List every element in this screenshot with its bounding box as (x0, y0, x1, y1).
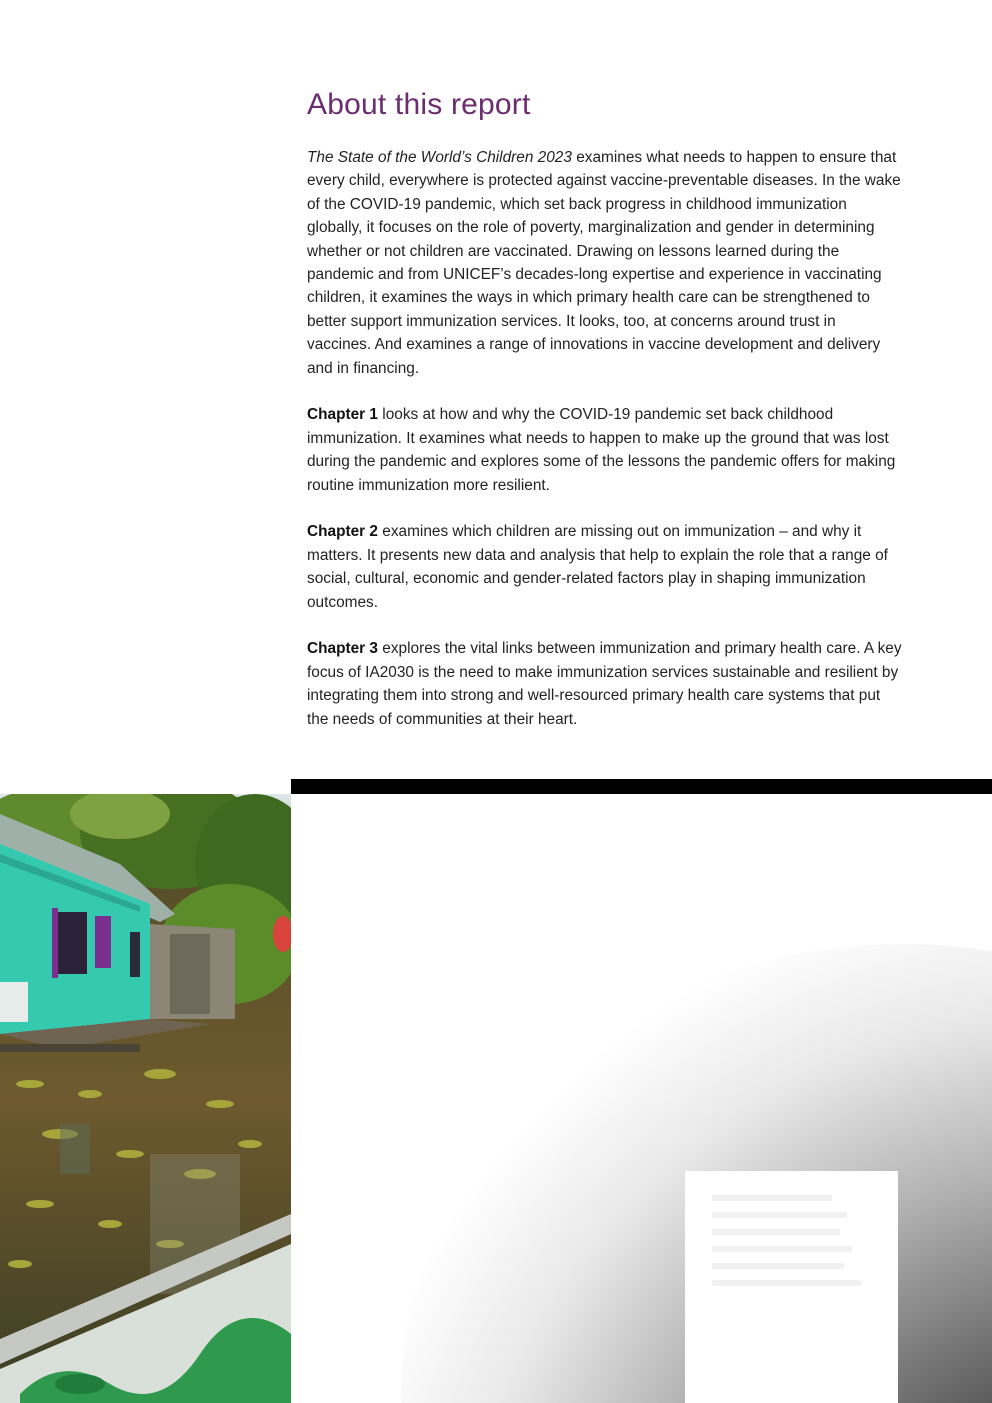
faint-text-line (712, 1246, 852, 1252)
faint-text-line (712, 1212, 847, 1218)
chapter-1-text: looks at how and why the COVID-19 pandemic set back childhood immunization. It examines what needs to happen to make up the ground that was lost during the pandemic and explores some of the lessons the pandemic offers for making routine immunization more resilient. (307, 406, 896, 494)
faint-text-line (712, 1229, 840, 1235)
chapter-2-paragraph (307, 520, 903, 614)
chapter-1-paragraph (307, 403, 903, 497)
page-title: About this report (307, 88, 531, 121)
chapter-2-text: examines which children are missing out on immunization – and why it matters. It presents new data and analysis that help to explain the role that a range of social, cultural, economic and gender-related factors play in shaping immunization outcomes. (307, 523, 888, 611)
faint-text-line (712, 1195, 832, 1201)
chapter-2-label: Chapter 2 (307, 523, 378, 541)
faint-text-line (712, 1280, 862, 1286)
faint-text-line (712, 1263, 844, 1269)
divider-bar (291, 779, 992, 794)
intro-paragraph (307, 146, 903, 380)
chapter-3-label: Chapter 3 (307, 640, 378, 658)
river-house-photo (0, 794, 291, 1403)
report-description (307, 146, 903, 755)
report-title: The State of the World’s Children 2023 (307, 149, 572, 166)
chapter-1-label: Chapter 1 (307, 406, 378, 424)
chapter-3-text: explores the vital links between immunization and primary health care. A key focus of IA2030 is the need to make immunization services sustainable and resilient by integrating them into strong and well-resourced primary health care systems that put the needs of communities at their heart. (307, 640, 902, 728)
intro-text: examines what needs to happen to ensure that every child, everywhere is protected against vaccine-preventable diseases. In the wake of the COVID-19 pandemic, which set back progress in childhood immunization globally, it focuses on the role of poverty, marginalization and gender in determining whether or not children are vaccinated. Drawing on lessons learned during the pandemic and from UNICEF’s decades-long expertise and experience in vaccinating children, it examines the ways in which primary health care can be strengthened to better support immunization services. It looks, too, at concerns around trust in vaccines. And examines a range of innovations in vaccine development and delivery and in financing. (307, 149, 901, 377)
chapter-3-paragraph (307, 637, 903, 731)
white-panel (685, 1171, 898, 1403)
